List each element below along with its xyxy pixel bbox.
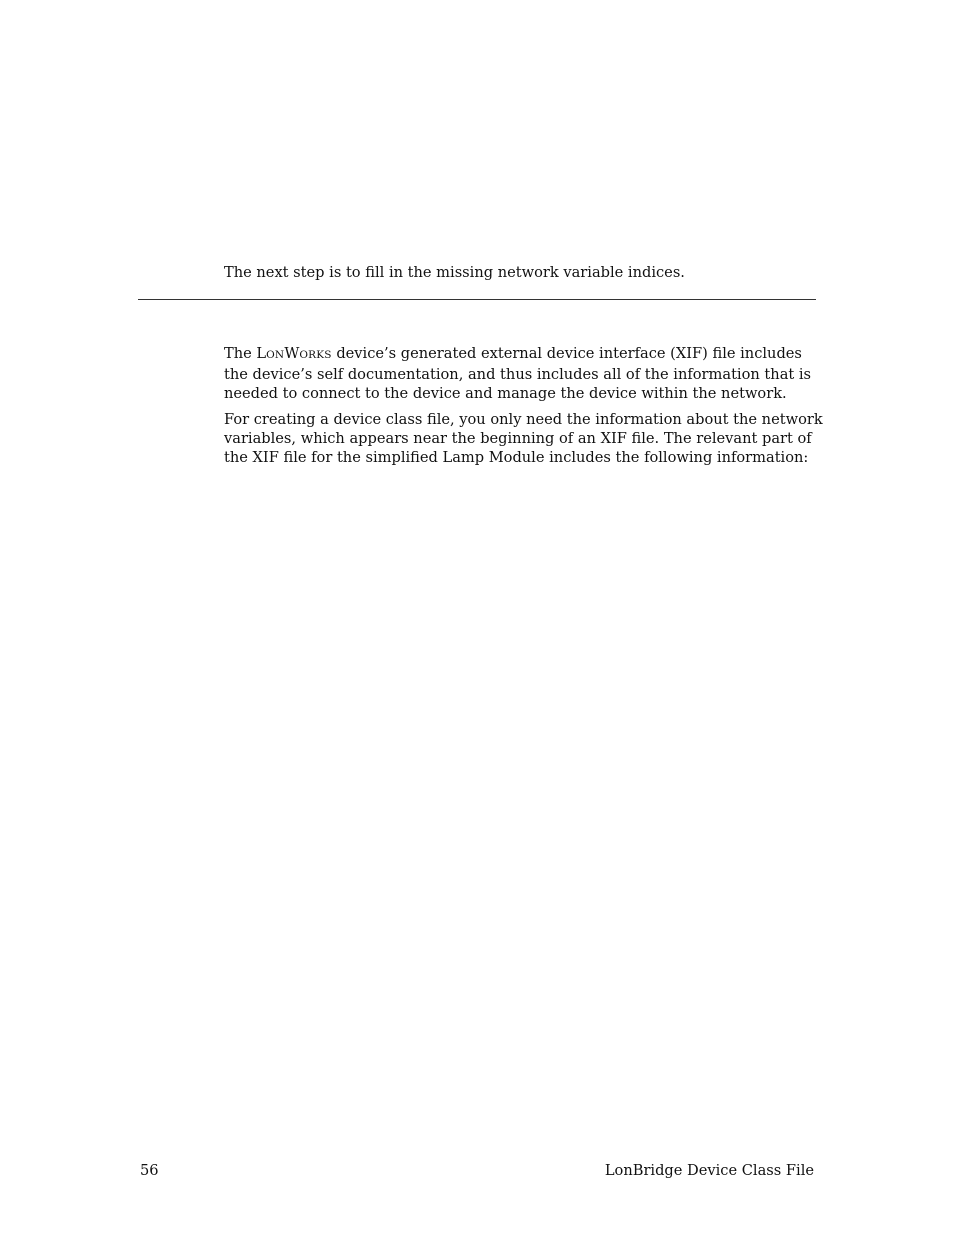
- xif-description-paragraph: [224, 344, 824, 403]
- section-divider: [138, 299, 816, 300]
- brand-letter-l: L: [256, 345, 267, 362]
- page-number: 56: [140, 1162, 159, 1179]
- device-class-line-3: the XIF file for the simplified Lamp Module includes the following information:: [224, 449, 809, 466]
- device-class-line-2: variables, which appears near the beginning of an XIF file. The relevant part of: [224, 430, 812, 447]
- brand-smallcaps-orks: ORKS: [299, 349, 332, 361]
- intro-paragraph: [224, 263, 824, 282]
- device-class-line-1: For creating a device class file, you only need the information about the network: [224, 411, 823, 428]
- intro-text: The next step is to fill in the missing network variable indices.: [224, 264, 685, 281]
- line-1-rest: device’s generated external device interface (XIF) file includes: [331, 345, 802, 362]
- xif-description-line-3: needed to connect to the device and manage the device within the network.: [224, 385, 787, 402]
- brand-letter-w: W: [284, 345, 300, 362]
- brand-name: [256, 345, 331, 362]
- brand-smallcaps-on: ON: [266, 349, 285, 361]
- lead-word: The: [224, 345, 257, 362]
- device-class-paragraph: [224, 410, 824, 467]
- xif-description-line-2: the device’s self documentation, and thus includes all of the information that is: [224, 366, 812, 383]
- xif-description-line-1: [224, 344, 824, 365]
- footer-doc-title: LonBridge Device Class File: [604, 1162, 814, 1179]
